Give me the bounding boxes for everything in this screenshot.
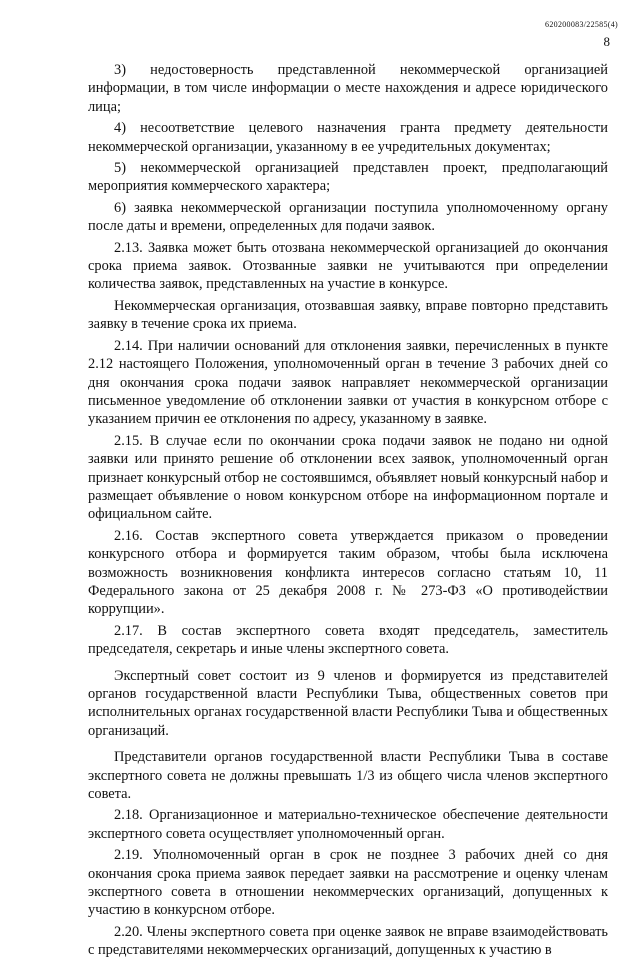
paragraph-withdrawal-resubmit: Некоммерческая организация, отозвавшая заявку, вправе повторно представить заявку в течение срока их приема. — [88, 297, 608, 333]
paragraph-2-19: 2.19. Уполномоченный орган в срок не позднее 3 рабочих дней со дня окончания срока приема заявок передает заявки на рассмотрение и оценку членам экспертного совета в отношении некоммерческих организаций, допущенных к участию в конкурсном отборе. — [88, 847, 608, 919]
paragraph-2-17: 2.17. В состав экспертного совета входят председатель, заместитель председателя, секретарь и иные члены экспертного совета. — [88, 622, 608, 658]
paragraph-representatives-limit: Представители органов государственной власти Республики Тыва в составе экспертного совета не должны превышать 1/3 из общего числа членов экспертного совета. — [88, 749, 608, 803]
document-code: 620200083/22585(4) — [545, 20, 618, 29]
paragraph-item-3: 3) недостоверность представленной некоммерческой организацией информации, в том числе информации о месте нахождения и адресе юридического лица; — [88, 62, 608, 115]
paragraph-2-13: 2.13. Заявка может быть отозвана некоммерческой организацией до окончания срока приема заявок. Отозванные заявки не учитываются при определении количества заявок, представленных на участие в конкурсе. — [88, 239, 608, 293]
document-body — [88, 61, 608, 963]
paragraph-item-5: 5) некоммерческой организацией представлен проект, предполагающий мероприятия коммерческого характера; — [88, 160, 608, 195]
paragraph-2-15: 2.15. В случае если по окончании срока подачи заявок не подано ни одной заявки или принято решение об отклонении всех заявок, уполномоченный орган признает конкурсный отбор не состоявшимся, объявляет новый конкурсный набор и размещает объявление о новом конкурсном отборе на информационном портале и официальном сайте. — [88, 432, 608, 523]
paragraph-item-4: 4) несоответствие целевого назначения гранта предмету деятельности некоммерческой организации, указанному в ее учредительных документах; — [88, 120, 608, 155]
paragraph-council-composition: Экспертный совет состоит из 9 членов и формируется из представителей органов государственной власти Республики Тыва, общественных советов при исполнительных органах государственной власти Республики Тыва и общественных организаций. — [88, 667, 608, 739]
paragraph-2-18: 2.18. Организационное и материально-техническое обеспечение деятельности экспертного совета осуществляет уполномоченный орган. — [88, 807, 608, 842]
paragraph-item-6: 6) заявка некоммерческой организации поступила уполномоченному органу после даты и времени, определенных для подачи заявок. — [88, 199, 608, 235]
paragraph-2-14: 2.14. При наличии оснований для отклонения заявки, перечисленных в пункте 2.12 настоящего Положения, уполномоченный орган в течение 3 рабочих дней со дня окончания срока подачи заявок направляет некоммерческой организации письменное уведомление об отклонении заявки от участия в конкурсном отборе с указанием причин ее отклонения по адресу, указанному в заявке. — [88, 337, 608, 428]
page-number: 8 — [603, 34, 610, 49]
paragraph-2-16: 2.16. Состав экспертного совета утверждается приказом о проведении конкурсного отбора и формируется таким образом, чтобы была исключена возможность возникновения конфликта интересов согласно статьям 10, 11 Федерального закона от 25 декабря 2008 г. № 273-ФЗ «О противодействии коррупции». — [88, 527, 608, 618]
paragraph-2-20: 2.20. Члены экспертного совета при оценке заявок не вправе взаимодействовать с представителями некоммерческих организаций, допущенных к участию в — [88, 923, 608, 959]
